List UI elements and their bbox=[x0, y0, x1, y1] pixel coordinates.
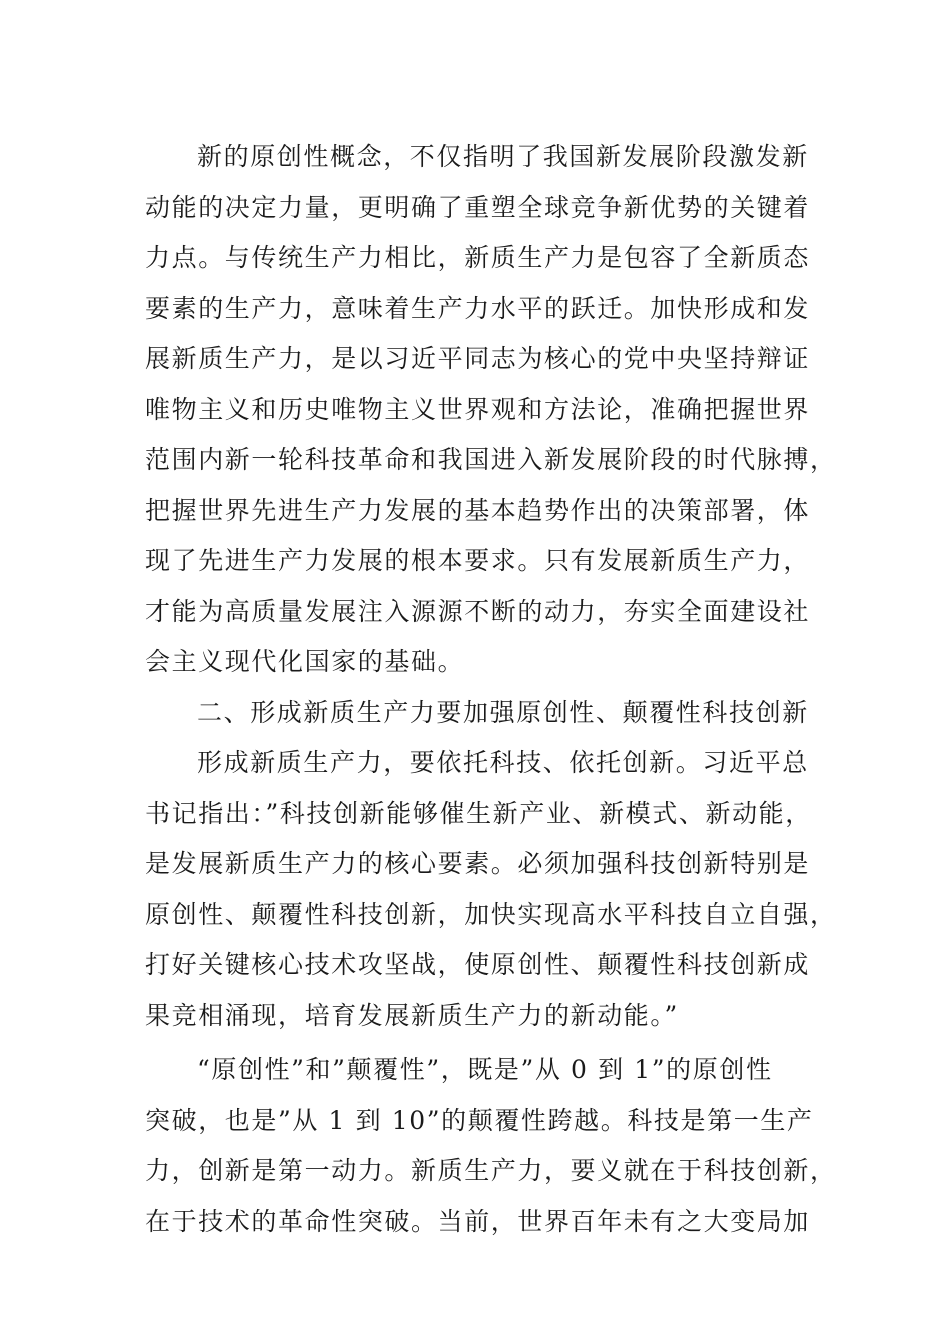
text-line: “原创性”和”颠覆性”，既是”从 0 到 1”的原创性 bbox=[197, 1055, 773, 1084]
text-line: 现了先进生产力发展的根本要求。只有发展新质生产力， bbox=[145, 546, 811, 575]
text-line: 动能的决定力量，更明确了重塑全球竞争新优势的关键着 bbox=[145, 192, 811, 222]
text-line: 果竞相涌现，培育发展新质生产力的新动能。” bbox=[145, 1000, 679, 1030]
text-line: 书记指出：”科技创新能够催生新产业、新模式、新动能， bbox=[145, 798, 812, 828]
text-line: 力，创新是第一动力。新质生产力，要义就在于科技创新， bbox=[145, 1156, 837, 1185]
text-line: 把握世界先进生产力发展的基本趋势作出的决策部署，体 bbox=[145, 495, 811, 525]
text-line: 范围内新一轮科技革命和我国进入新发展阶段的时代脉搏， bbox=[145, 445, 837, 474]
text-line: 唯物主义和历史唯物主义世界观和方法论，准确把握世界 bbox=[145, 394, 811, 424]
paragraph-3 bbox=[145, 1045, 837, 1247]
paragraph-2 bbox=[145, 738, 837, 1041]
text-line: 突破，也是”从 1 到 10”的颠覆性跨越。科技是第一生产 bbox=[145, 1105, 814, 1135]
section-heading bbox=[145, 688, 809, 739]
text-line: 要素的生产力，意味着生产力水平的跃迁。加快形成和发 bbox=[145, 293, 811, 323]
text-line: 展新质生产力，是以习近平同志为核心的党中央坚持辩证 bbox=[145, 344, 811, 373]
paragraph-1 bbox=[145, 132, 837, 688]
text-line: 会主义现代化国家的基础。 bbox=[145, 647, 465, 676]
text-line: 形成新质生产力，要依托科技、依托创新。习近平总 bbox=[197, 748, 809, 777]
text-line: 在于技术的革命性突破。当前，世界百年未有之大变局加 bbox=[145, 1206, 811, 1236]
text-line: 打好关键核心技术攻坚战，使原创性、颠覆性科技创新成 bbox=[145, 950, 811, 979]
text-line: 力点。与传统生产力相比，新质生产力是包容了全新质态 bbox=[145, 243, 811, 272]
text-line: 是发展新质生产力的核心要素。必须加强科技创新特别是 bbox=[145, 849, 811, 878]
text-line: 原创性、颠覆性科技创新，加快实现高水平科技自立自强， bbox=[145, 899, 837, 929]
text-line: 新的原创性概念，不仅指明了我国新发展阶段激发新 bbox=[197, 142, 809, 171]
document-body bbox=[145, 132, 837, 1247]
text-line: 才能为高质量发展注入源源不断的动力，夯实全面建设社 bbox=[145, 596, 811, 626]
section-heading-text: 二、形成新质生产力要加强原创性、颠覆性科技创新 bbox=[197, 697, 809, 727]
